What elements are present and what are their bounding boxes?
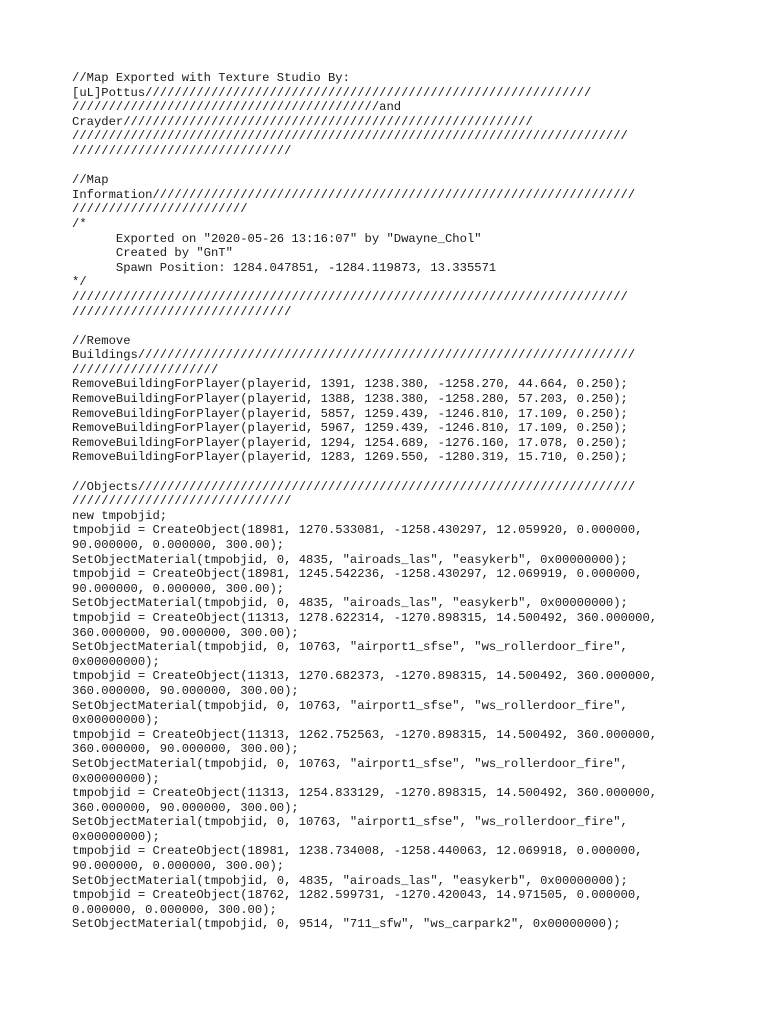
code-line: SetObjectMaterial(tmpobjid, 0, 4835, "airoads_las", "easykerb", 0x00000000); <box>72 596 628 611</box>
code-line: 0x00000000); <box>72 771 160 786</box>
code-line: ////////////////////////////// <box>72 494 292 509</box>
code-line: //Map <box>72 173 109 188</box>
code-line: SetObjectMaterial(tmpobjid, 0, 9514, "711_sfw", "ws_carpark2", 0x00000000); <box>72 917 621 932</box>
code-line: 90.000000, 0.000000, 300.00); <box>72 581 285 596</box>
code-line: SetObjectMaterial(tmpobjid, 0, 10763, "airport1_sfse", "ws_rollerdoor_fire", <box>72 756 628 771</box>
code-line: RemoveBuildingForPlayer(playerid, 1388, 1238.380, -1258.280, 57.203, 0.250); <box>72 392 628 407</box>
code-line: SetObjectMaterial(tmpobjid, 0, 10763, "airport1_sfse", "ws_rollerdoor_fire", <box>72 640 628 655</box>
code-line: //////////////////////////////////////////and <box>72 100 402 115</box>
code-line: Information////////////////////////////////////////////////////////////////// <box>72 187 636 202</box>
header-comment-block <box>72 71 762 159</box>
code-line: 0x00000000); <box>72 829 160 844</box>
code-line: //////////////////////////////////////////////////////////////////////////// <box>72 289 628 304</box>
code-line: SetObjectMaterial(tmpobjid, 0, 4835, "airoads_las", "easykerb", 0x00000000); <box>72 552 628 567</box>
remove-buildings-block <box>72 334 762 465</box>
code-line: SetObjectMaterial(tmpobjid, 0, 10763, "airport1_sfse", "ws_rollerdoor_fire", <box>72 815 628 830</box>
code-line: ////////////////////////////// <box>72 304 292 319</box>
code-line: /* <box>72 216 87 231</box>
code-line: 0x00000000); <box>72 654 160 669</box>
code-line: //Objects//////////////////////////////////////////////////////////////////// <box>72 479 636 494</box>
code-line: Spawn Position: 1284.047851, -1284.119873, 13.335571 <box>72 260 497 275</box>
code-line: RemoveBuildingForPlayer(playerid, 5967, 1259.439, -1246.810, 17.109, 0.250); <box>72 421 628 436</box>
blank-line <box>72 319 762 334</box>
code-line: tmpobjid = CreateObject(11313, 1270.682373, -1270.898315, 14.500492, 360.000000, <box>72 669 658 684</box>
code-line: Created by "GnT" <box>72 246 233 261</box>
blank-line <box>72 465 762 480</box>
code-line: [uL]Pottus///////////////////////////////////////////////////////////// <box>72 85 592 100</box>
blank-line <box>72 159 762 174</box>
code-line: SetObjectMaterial(tmpobjid, 0, 10763, "airport1_sfse", "ws_rollerdoor_fire", <box>72 698 628 713</box>
code-line: RemoveBuildingForPlayer(playerid, 5857, 1259.439, -1246.810, 17.109, 0.250); <box>72 406 628 421</box>
document-page <box>72 71 762 932</box>
code-line: ////////////////////////////// <box>72 143 292 158</box>
code-line: tmpobjid = CreateObject(18981, 1245.542236, -1258.430297, 12.069919, 0.000000, <box>72 567 643 582</box>
code-line: tmpobjid = CreateObject(11313, 1278.622314, -1270.898315, 14.500492, 360.000000, <box>72 610 658 625</box>
code-line: 360.000000, 90.000000, 300.00); <box>72 742 299 757</box>
code-line: //////////////////////// <box>72 202 248 217</box>
code-line: 360.000000, 90.000000, 300.00); <box>72 683 299 698</box>
code-line: 0x00000000); <box>72 713 160 728</box>
code-line: Crayder//////////////////////////////////////////////////////// <box>72 114 533 129</box>
code-line: Buildings//////////////////////////////////////////////////////////////////// <box>72 348 636 363</box>
code-line: //////////////////// <box>72 362 219 377</box>
code-line: new tmpobjid; <box>72 508 168 523</box>
code-line: tmpobjid = CreateObject(18762, 1282.599731, -1270.420043, 14.971505, 0.000000, <box>72 888 643 903</box>
code-line: tmpobjid = CreateObject(11313, 1262.752563, -1270.898315, 14.500492, 360.000000, <box>72 727 658 742</box>
code-line: tmpobjid = CreateObject(18981, 1270.533081, -1258.430297, 12.059920, 0.000000, <box>72 523 643 538</box>
code-line: 360.000000, 90.000000, 300.00); <box>72 625 299 640</box>
code-line: tmpobjid = CreateObject(18981, 1238.734008, -1258.440063, 12.069918, 0.000000, <box>72 844 643 859</box>
code-line: 360.000000, 90.000000, 300.00); <box>72 800 299 815</box>
code-line: SetObjectMaterial(tmpobjid, 0, 4835, "airoads_las", "easykerb", 0x00000000); <box>72 873 628 888</box>
code-line: //Map Exported with Texture Studio By: <box>72 71 350 85</box>
code-line: //Remove <box>72 333 131 348</box>
objects-block <box>72 480 762 932</box>
code-line: 0.000000, 0.000000, 300.00); <box>72 902 277 917</box>
code-line: Exported on "2020-05-26 13:16:07" by "Dwayne_Chol" <box>72 231 482 246</box>
code-line: 90.000000, 0.000000, 300.00); <box>72 538 285 552</box>
code-line: RemoveBuildingForPlayer(playerid, 1283, 1269.550, -1280.319, 15.710, 0.250); <box>72 450 628 465</box>
code-line: RemoveBuildingForPlayer(playerid, 1391, 1238.380, -1258.270, 44.664, 0.250); <box>72 377 628 392</box>
code-line: */ <box>72 275 87 290</box>
map-information-block <box>72 173 762 319</box>
code-line: //////////////////////////////////////////////////////////////////////////// <box>72 129 628 144</box>
code-line: tmpobjid = CreateObject(11313, 1254.833129, -1270.898315, 14.500492, 360.000000, <box>72 786 658 801</box>
code-line: 90.000000, 0.000000, 300.00); <box>72 859 285 874</box>
code-line: RemoveBuildingForPlayer(playerid, 1294, 1254.689, -1276.160, 17.078, 0.250); <box>72 435 628 450</box>
